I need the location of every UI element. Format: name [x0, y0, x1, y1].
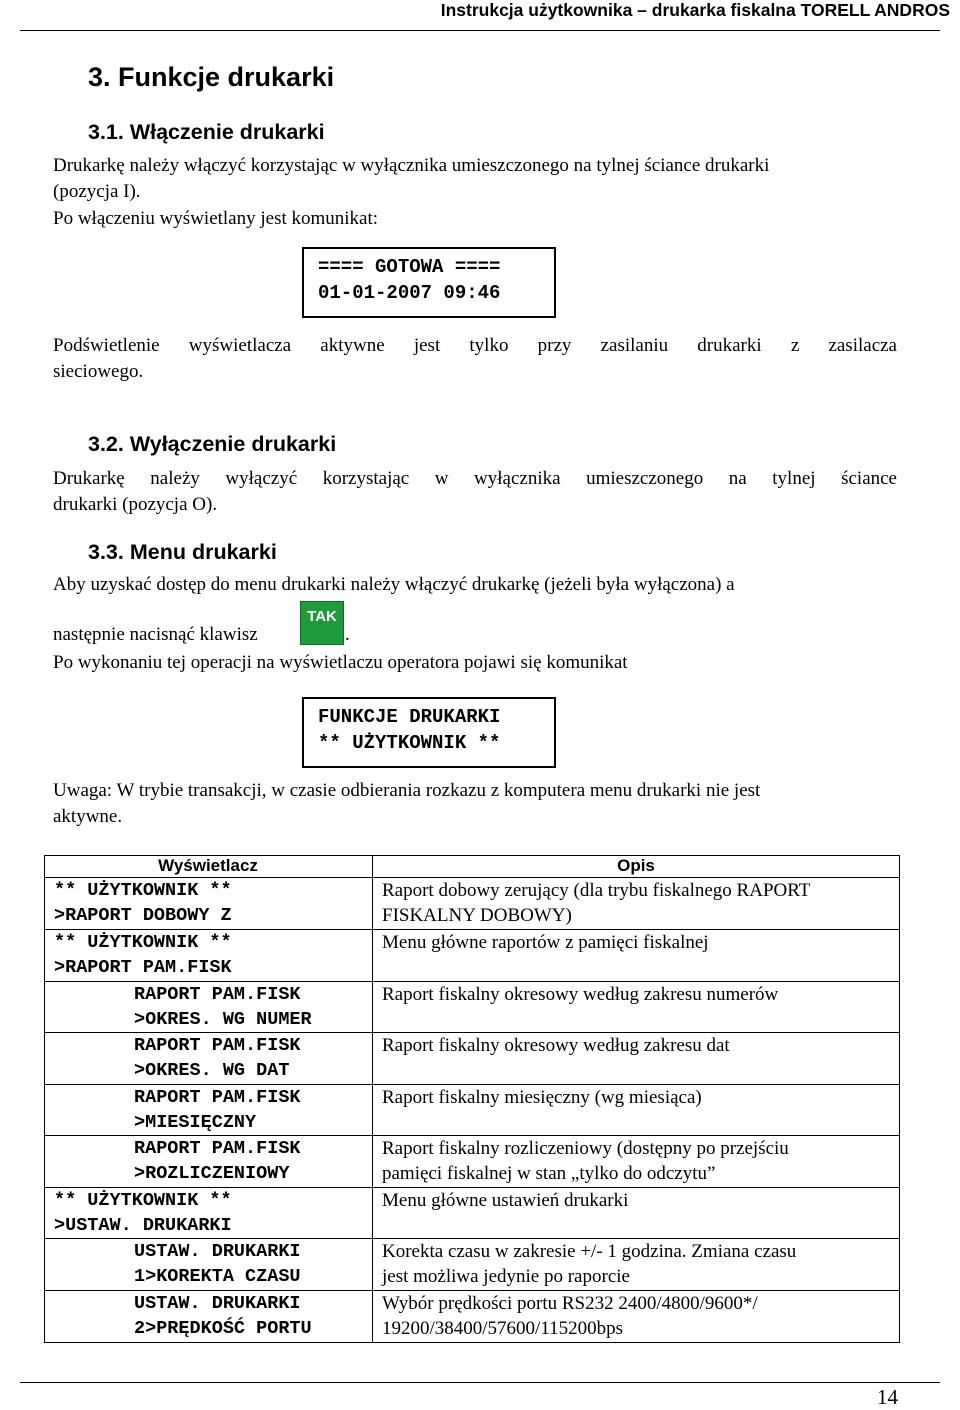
section-3-1-title: 3.1. Włączenie drukarki [88, 120, 325, 144]
s33-note-line-1: Uwaga: W trybie transakcji, w czasie odbierania rozkazu z komputera menu drukarki nie jest [53, 780, 761, 801]
table-cell-description-line-1: Menu główne ustawień drukarki [382, 1190, 629, 1211]
table-cell-display-line-2: >RAPORT PAM.FISK [54, 957, 232, 978]
table-cell-description-line-1: Raport fiskalny okresowy według zakresu dat [382, 1035, 730, 1056]
table-cell-display-line-2: 1>KOREKTA CZASU [134, 1266, 301, 1287]
s33-note-line-2: aktywne. [53, 806, 123, 827]
table-cell-display-line-1: USTAW. DRUKARKI [134, 1293, 301, 1314]
table-cell-description-line-1: Raport fiskalny miesięczny (wg miesiąca) [382, 1087, 702, 1108]
s31-line-2: (pozycja I). [53, 181, 141, 202]
s31-after-line-1: Podświetlenie wyświetlacza aktywne jest tylko przy zasilaniu drukarki z zasilacza [53, 335, 897, 356]
table-cell-display-line-1: ** UŻYTKOWNIK ** [54, 880, 232, 901]
table-cell-description-line-2: jest możliwa jedynie po raporcie [382, 1266, 630, 1287]
lcd-menu-line-2: ** UŻYTKOWNIK ** [318, 732, 501, 754]
table-cell-display-line-2: >MIESIĘCZNY [134, 1112, 257, 1133]
s33-line-2a: następnie nacisnąć klawisz [53, 624, 258, 645]
lcd-ready-line-2: 01-01-2007 09:46 [318, 282, 501, 304]
table-cell-description-line-1: Wybór prędkości portu RS232 2400/4800/9600*/ [382, 1293, 758, 1314]
table-cell-display-line-2: >OKRES. WG NUMER [134, 1009, 312, 1030]
table-header-description: Opis [617, 856, 655, 875]
chapter-title: 3. Funkcje drukarki [88, 62, 335, 92]
s31-after-line-2: sieciowego. [53, 361, 144, 382]
table-cell-description-line-2: pamięci fiskalnej w stan „tylko do odczytu” [382, 1163, 716, 1184]
s33-line-3: Po wykonaniu tej operacji na wyświetlaczu operatora pojawi się komunikat [53, 652, 628, 673]
header-title: Instrukcja użytkownika – drukarka fiskalna TORELL ANDROS [440, 0, 950, 20]
s32-line-1: Drukarkę należy wyłączyć korzystając w wyłącznika umieszczonego na tylnej ściance [53, 468, 897, 489]
table-cell-description-line-1: Raport fiskalny rozliczeniowy (dostępny po przejściu [382, 1138, 789, 1159]
s33-line-1: Aby uzyskać dostęp do menu drukarki należy włączyć drukarkę (jeżeli była wyłączona) a [53, 574, 735, 595]
footer-rule [20, 1382, 940, 1383]
table-cell-description-line-1: Raport dobowy zerujący (dla trybu fiskalnego RAPORT [382, 880, 811, 901]
table-cell-display-line-1: RAPORT PAM.FISK [134, 1087, 301, 1108]
section-3-2-title: 3.2. Wyłączenie drukarki [88, 432, 337, 456]
table-cell-description-line-1: Korekta czasu w zakresie +/- 1 godzina. Zmiana czasu [382, 1241, 797, 1262]
table-cell-description-line-2: FISKALNY DOBOWY) [382, 905, 572, 926]
table-cell-display-line-1: USTAW. DRUKARKI [134, 1241, 301, 1262]
s31-line-3: Po włączeniu wyświetlany jest komunikat: [53, 208, 379, 229]
table-cell-display-line-1: RAPORT PAM.FISK [134, 1035, 301, 1056]
s31-line-1: Drukarkę należy włączyć korzystając w wyłącznika umieszczonego na tylnej ściance drukarki [53, 155, 770, 176]
table-cell-display-line-1: ** UŻYTKOWNIK ** [54, 932, 232, 953]
table-cell-display-line-2: 2>PRĘDKOŚĆ PORTU [134, 1318, 312, 1339]
table-cell-description-line-2: 19200/38400/57600/115200bps [382, 1318, 624, 1339]
page-number: 14 [877, 1385, 898, 1409]
s33-line-2b: . [345, 624, 350, 645]
table-cell-display-line-2: >OKRES. WG DAT [134, 1060, 290, 1081]
header-rule [20, 30, 940, 31]
lcd-menu-line-1: FUNKCJE DRUKARKI [318, 706, 501, 728]
s32-line-2: drukarki (pozycja O). [53, 494, 218, 515]
lcd-ready-line-1: ==== GOTOWA ==== [318, 256, 501, 278]
table-cell-display-line-1: RAPORT PAM.FISK [134, 984, 301, 1005]
table-cell-display-line-1: RAPORT PAM.FISK [134, 1138, 301, 1159]
tak-key-icon: TAK [300, 601, 344, 645]
table-cell-display-line-1: ** UŻYTKOWNIK ** [54, 1190, 232, 1211]
table-cell-display-line-2: >RAPORT DOBOWY Z [54, 905, 232, 926]
lcd-message-menu [302, 697, 556, 768]
table-cell-display-line-2: >USTAW. DRUKARKI [54, 1215, 232, 1236]
lcd-message-ready [302, 247, 556, 318]
table-cell-display-line-2: >ROZLICZENIOWY [134, 1163, 290, 1184]
section-3-3-title: 3.3. Menu drukarki [88, 540, 277, 564]
table-cell-description-line-1: Menu główne raportów z pamięci fiskalnej [382, 932, 709, 953]
table-header-display: Wyświetlacz [158, 856, 258, 875]
table-cell-description-line-1: Raport fiskalny okresowy według zakresu numerów [382, 984, 779, 1005]
